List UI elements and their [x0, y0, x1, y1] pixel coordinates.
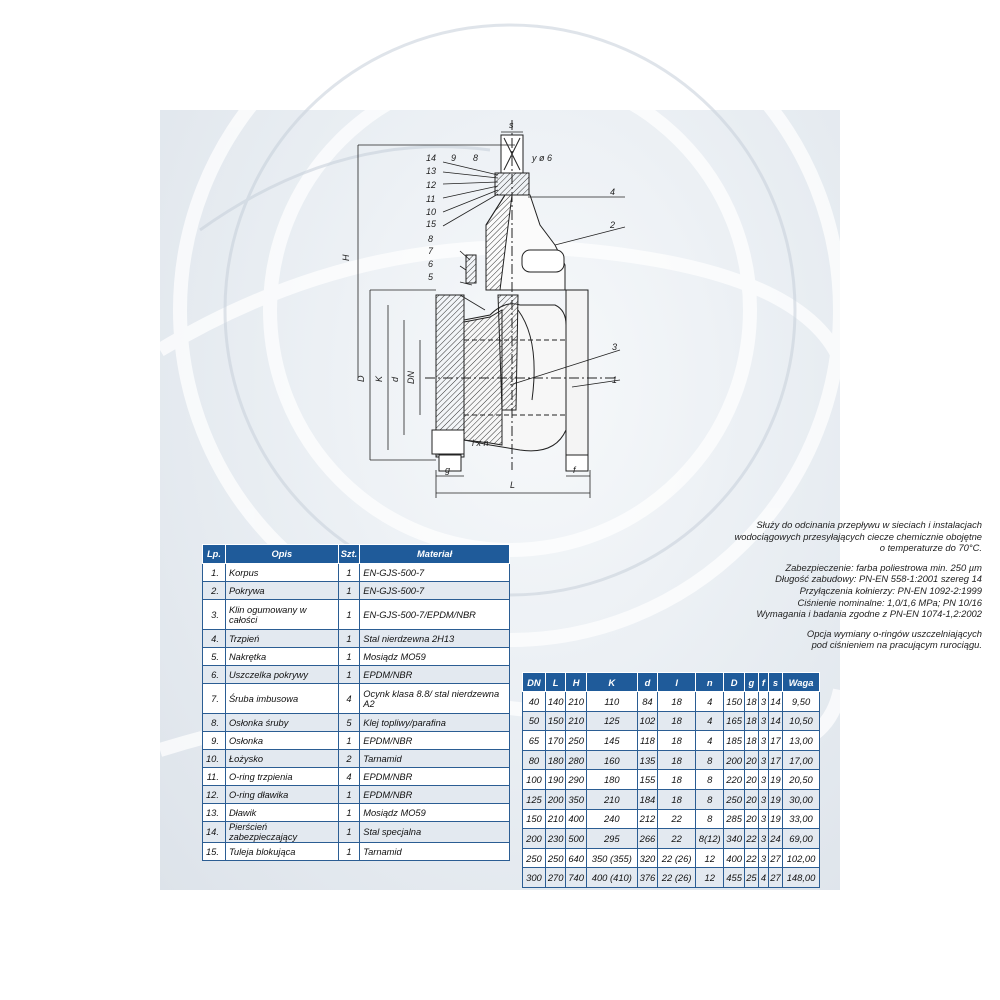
- table-cell: 1.: [203, 564, 226, 582]
- table-row: [203, 732, 510, 750]
- table-row: [523, 868, 820, 888]
- table-row: [203, 786, 510, 804]
- callout-11: 11: [426, 194, 436, 204]
- table-cell: 4: [696, 711, 724, 731]
- usage-line: wodociągowych przesyłających ciecze chemicznie obojętne: [734, 530, 982, 542]
- table-cell: 200: [724, 750, 745, 770]
- table-cell: Osłonka śruby: [225, 714, 338, 732]
- table-row: [523, 789, 820, 809]
- table-cell: 3: [758, 770, 768, 790]
- table-cell: 118: [637, 731, 658, 751]
- table-cell: 20: [744, 809, 758, 829]
- dim-s-label: s: [509, 120, 514, 130]
- table-cell: 18: [658, 731, 696, 751]
- table-cell: 145: [586, 731, 637, 751]
- table-cell: 84: [637, 692, 658, 712]
- table-cell: 640: [566, 848, 587, 868]
- table-cell: EN-GJS-500-7: [360, 564, 510, 582]
- parts-table-body: [203, 564, 510, 861]
- callout-12: 12: [426, 180, 437, 190]
- table-cell: Stal specjalna: [360, 822, 510, 843]
- table-cell: Ocynk klasa 8.8/ stal nierdzewna A2: [360, 684, 510, 714]
- table-row: [523, 711, 820, 731]
- table-cell: 1: [338, 804, 360, 822]
- table-cell: 250: [566, 731, 587, 751]
- table-cell: Śruba imbusowa: [225, 684, 338, 714]
- table-row: [203, 843, 510, 861]
- table-cell: Korpus: [225, 564, 338, 582]
- table-cell: 12.: [203, 786, 226, 804]
- dim-lxn-label: l x n: [472, 438, 489, 448]
- table-cell: 155: [637, 770, 658, 790]
- table-cell: 10.: [203, 750, 226, 768]
- table-cell: 30,00: [783, 789, 820, 809]
- table-cell: 295: [586, 829, 637, 849]
- table-cell: Pierścień zabezpieczający: [225, 822, 338, 843]
- table-cell: 250: [545, 848, 566, 868]
- table-cell: Klej topliwy/parafina: [360, 714, 510, 732]
- table-cell: 13,00: [783, 731, 820, 751]
- table-cell: 14.: [203, 822, 226, 843]
- valve-technical-drawing: [160, 110, 840, 510]
- dim-y-label: y ø 6: [532, 153, 553, 163]
- table-cell: 1: [338, 666, 360, 684]
- table-row: [203, 582, 510, 600]
- table-cell: 25: [744, 868, 758, 888]
- table-cell: 100: [523, 770, 546, 790]
- table-cell: Tuleja blokująca: [225, 843, 338, 861]
- table-cell: 250: [724, 789, 745, 809]
- table-cell: 10,50: [783, 711, 820, 731]
- dims-header-cell: l: [658, 673, 696, 692]
- table-cell: Tarnamid: [360, 843, 510, 861]
- table-cell: 4.: [203, 630, 226, 648]
- callout-3: 3: [612, 342, 618, 352]
- table-cell: 290: [566, 770, 587, 790]
- dims-header-cell: d: [637, 673, 658, 692]
- table-cell: 200: [523, 829, 546, 849]
- option-line: pod ciśnieniem na pracującym rurociągu.: [811, 639, 982, 651]
- table-cell: 184: [637, 789, 658, 809]
- table-cell: 200: [545, 789, 566, 809]
- table-cell: 110: [586, 692, 637, 712]
- catalog-sheet: [160, 110, 982, 890]
- table-cell: 240: [586, 809, 637, 829]
- table-cell: 27: [768, 868, 782, 888]
- table-cell: 185: [724, 731, 745, 751]
- table-cell: 12: [696, 868, 724, 888]
- dims-header-cell: g: [744, 673, 758, 692]
- table-cell: 80: [523, 750, 546, 770]
- table-cell: 170: [545, 731, 566, 751]
- dim-h-label: H: [341, 254, 351, 261]
- table-cell: 3: [758, 692, 768, 712]
- table-cell: 190: [545, 770, 566, 790]
- table-cell: 18: [658, 750, 696, 770]
- table-cell: 400: [566, 809, 587, 829]
- table-cell: 3: [758, 809, 768, 829]
- table-cell: 150: [523, 809, 546, 829]
- table-cell: 1: [338, 564, 360, 582]
- table-cell: 18: [744, 731, 758, 751]
- table-cell: O-ring trzpienia: [225, 768, 338, 786]
- table-row: [523, 750, 820, 770]
- table-cell: 18: [744, 711, 758, 731]
- parts-header-szt: Szt.: [338, 545, 360, 564]
- table-cell: 210: [545, 809, 566, 829]
- table-cell: 1: [338, 600, 360, 630]
- table-cell: 33,00: [783, 809, 820, 829]
- table-cell: 125: [586, 711, 637, 731]
- table-row: [203, 750, 510, 768]
- table-cell: 4: [338, 684, 360, 714]
- table-row: [203, 768, 510, 786]
- spec-line: Zabezpieczenie: farba poliestrowa min. 250 µm: [785, 561, 982, 573]
- dimensions-header-row: [523, 673, 820, 692]
- callout-4: 4: [610, 187, 616, 197]
- table-cell: 22 (26): [658, 868, 696, 888]
- table-cell: 4: [338, 768, 360, 786]
- table-cell: 320: [637, 848, 658, 868]
- table-cell: 27: [768, 848, 782, 868]
- dims-header-cell: L: [545, 673, 566, 692]
- table-cell: EPDM/NBR: [360, 786, 510, 804]
- table-cell: Mosiądz MO59: [360, 648, 510, 666]
- table-row: [203, 666, 510, 684]
- table-cell: 2: [338, 750, 360, 768]
- dims-header-cell: DN: [523, 673, 546, 692]
- table-cell: 50: [523, 711, 546, 731]
- table-cell: Trzpień: [225, 630, 338, 648]
- table-row: [523, 809, 820, 829]
- table-cell: 18: [658, 692, 696, 712]
- spec-line: Ciśnienie nominalne: 1,0/1,6 MPa; PN 10/16: [797, 596, 982, 608]
- table-cell: 8: [696, 809, 724, 829]
- table-cell: 13.: [203, 804, 226, 822]
- table-cell: 250: [523, 848, 546, 868]
- table-cell: 17: [768, 750, 782, 770]
- table-cell: 12: [696, 848, 724, 868]
- table-cell: 6.: [203, 666, 226, 684]
- table-row: [203, 714, 510, 732]
- table-cell: 266: [637, 829, 658, 849]
- table-cell: 15.: [203, 843, 226, 861]
- callout-13: 13: [426, 166, 437, 176]
- dimensions-table: [522, 672, 820, 888]
- table-cell: 1: [338, 822, 360, 843]
- table-cell: 148,00: [783, 868, 820, 888]
- product-description: [660, 519, 982, 651]
- table-cell: 8.: [203, 714, 226, 732]
- table-cell: 102: [637, 711, 658, 731]
- table-cell: EPDM/NBR: [360, 732, 510, 750]
- table-cell: 14: [768, 692, 782, 712]
- table-cell: 150: [545, 711, 566, 731]
- table-cell: 102,00: [783, 848, 820, 868]
- table-cell: 140: [545, 692, 566, 712]
- table-cell: Łożysko: [225, 750, 338, 768]
- dim-l-label: L: [510, 480, 516, 490]
- table-row: [523, 829, 820, 849]
- table-cell: 160: [586, 750, 637, 770]
- table-cell: 19: [768, 809, 782, 829]
- table-cell: 7.: [203, 684, 226, 714]
- table-cell: 400: [724, 848, 745, 868]
- dim-g-label: g: [445, 465, 451, 475]
- table-cell: EPDM/NBR: [360, 768, 510, 786]
- callout-6: 6: [428, 259, 434, 269]
- table-cell: 40: [523, 692, 546, 712]
- table-cell: 1: [338, 786, 360, 804]
- table-cell: EN-GJS-500-7: [360, 582, 510, 600]
- table-cell: 125: [523, 789, 546, 809]
- table-cell: 3: [758, 711, 768, 731]
- dim-dn-label: DN: [406, 371, 416, 384]
- table-cell: 9,50: [783, 692, 820, 712]
- table-cell: 22: [658, 829, 696, 849]
- table-row: [203, 564, 510, 582]
- table-cell: 350 (355): [586, 848, 637, 868]
- table-row: [203, 630, 510, 648]
- table-cell: 8: [696, 789, 724, 809]
- dim-k-label: K: [374, 375, 384, 382]
- table-cell: 18: [658, 770, 696, 790]
- table-cell: 1: [338, 582, 360, 600]
- table-cell: 4: [758, 868, 768, 888]
- table-cell: Stal nierdzewna 2H13: [360, 630, 510, 648]
- table-cell: 65: [523, 731, 546, 751]
- callout-2: 2: [610, 220, 616, 230]
- table-cell: 3: [758, 750, 768, 770]
- dims-header-cell: Waga: [783, 673, 820, 692]
- table-cell: 165: [724, 711, 745, 731]
- table-cell: 3: [758, 731, 768, 751]
- callout-7: 7: [428, 246, 434, 256]
- dims-header-cell: D: [724, 673, 745, 692]
- parts-header-lp: Lp.: [203, 545, 226, 564]
- table-cell: 285: [724, 809, 745, 829]
- table-cell: 455: [724, 868, 745, 888]
- table-cell: 340: [724, 829, 745, 849]
- table-cell: Tarnamid: [360, 750, 510, 768]
- table-cell: 20: [744, 750, 758, 770]
- table-cell: 150: [724, 692, 745, 712]
- table-cell: 19: [768, 770, 782, 790]
- table-cell: 22: [744, 848, 758, 868]
- table-cell: 19: [768, 789, 782, 809]
- usage-line: Służy do odcinania przepływu w sieciach i instalacjach: [756, 519, 982, 530]
- callout-1: 1: [612, 375, 618, 385]
- dims-header-cell: H: [566, 673, 587, 692]
- parts-header-opis: Opis: [225, 545, 338, 564]
- table-cell: 1: [338, 843, 360, 861]
- table-cell: 4: [696, 731, 724, 751]
- table-cell: 69,00: [783, 829, 820, 849]
- table-cell: 180: [545, 750, 566, 770]
- dim-d-label: d: [390, 376, 400, 382]
- table-cell: EN-GJS-500-7/EPDM/NBR: [360, 600, 510, 630]
- table-row: [523, 692, 820, 712]
- dim-f-label: f: [573, 465, 576, 475]
- usage-line: o temperaturze do 70°C.: [879, 542, 982, 554]
- spec-line: Wymagania i badania zgodne z PN-EN 1074-1,2:2002: [756, 608, 982, 620]
- callout-8: 8: [428, 234, 434, 244]
- table-cell: 210: [586, 789, 637, 809]
- table-cell: 17: [768, 731, 782, 751]
- dim-d-outer-label: D: [356, 375, 366, 382]
- callout-14: 14: [426, 153, 437, 163]
- table-cell: Osłonka: [225, 732, 338, 750]
- callout-5: 5: [428, 272, 434, 282]
- table-cell: 5: [338, 714, 360, 732]
- spec-line: Długość zabudowy: PN-EN 558-1:2001 szereg 14: [775, 573, 982, 585]
- table-cell: Dławik: [225, 804, 338, 822]
- table-cell: 500: [566, 829, 587, 849]
- table-row: [203, 804, 510, 822]
- parts-header-material: Materiał: [360, 545, 510, 564]
- dims-header-cell: f: [758, 673, 768, 692]
- table-cell: 3.: [203, 600, 226, 630]
- callout-9: 9: [451, 153, 457, 163]
- table-cell: 740: [566, 868, 587, 888]
- table-cell: 212: [637, 809, 658, 829]
- table-cell: 220: [724, 770, 745, 790]
- table-cell: 11.: [203, 768, 226, 786]
- table-cell: Uszczelka pokrywy: [225, 666, 338, 684]
- table-cell: 9.: [203, 732, 226, 750]
- table-cell: 135: [637, 750, 658, 770]
- table-cell: Mosiądz MO59: [360, 804, 510, 822]
- table-cell: 1: [338, 630, 360, 648]
- table-cell: 2.: [203, 582, 226, 600]
- callout-15: 15: [426, 219, 437, 229]
- table-row: [523, 770, 820, 790]
- table-cell: 8: [696, 750, 724, 770]
- option-line: Opcja wymiany o-ringów uszczelniających: [806, 627, 982, 639]
- callout-10: 10: [426, 207, 437, 217]
- spec-line: Przyłączenia kołnierzy: PN-EN 1092-2:1999: [799, 584, 982, 596]
- table-cell: 18: [658, 711, 696, 731]
- table-cell: O-ring dławika: [225, 786, 338, 804]
- table-cell: 210: [566, 711, 587, 731]
- table-cell: 22: [658, 809, 696, 829]
- table-cell: 8(12): [696, 829, 724, 849]
- table-cell: 180: [586, 770, 637, 790]
- table-cell: Nakrętka: [225, 648, 338, 666]
- table-row: [523, 731, 820, 751]
- table-cell: Pokrywa: [225, 582, 338, 600]
- table-cell: 22 (26): [658, 848, 696, 868]
- table-cell: 20,50: [783, 770, 820, 790]
- table-cell: 3: [758, 829, 768, 849]
- table-cell: 18: [744, 692, 758, 712]
- table-cell: 210: [566, 692, 587, 712]
- table-cell: 300: [523, 868, 546, 888]
- table-row: [203, 600, 510, 630]
- table-cell: 230: [545, 829, 566, 849]
- table-cell: 17,00: [783, 750, 820, 770]
- dims-header-cell: K: [586, 673, 637, 692]
- table-cell: 3: [758, 848, 768, 868]
- table-row: [203, 648, 510, 666]
- dims-header-cell: n: [696, 673, 724, 692]
- table-cell: 5.: [203, 648, 226, 666]
- table-row: [203, 684, 510, 714]
- table-cell: 20: [744, 789, 758, 809]
- table-cell: EPDM/NBR: [360, 666, 510, 684]
- callout-8-top: 8: [473, 153, 479, 163]
- table-cell: 1: [338, 648, 360, 666]
- table-cell: 376: [637, 868, 658, 888]
- table-cell: 4: [696, 692, 724, 712]
- table-cell: 22: [744, 829, 758, 849]
- table-cell: 350: [566, 789, 587, 809]
- table-cell: 280: [566, 750, 587, 770]
- dimensions-table-body: [523, 692, 820, 888]
- table-cell: Klin ogumowany w całości: [225, 600, 338, 630]
- table-row: [203, 822, 510, 843]
- table-cell: 3: [758, 789, 768, 809]
- table-cell: 20: [744, 770, 758, 790]
- table-cell: 1: [338, 732, 360, 750]
- table-cell: 270: [545, 868, 566, 888]
- table-row: [523, 848, 820, 868]
- table-cell: 400 (410): [586, 868, 637, 888]
- table-cell: 24: [768, 829, 782, 849]
- table-cell: 18: [658, 789, 696, 809]
- parts-table: [202, 544, 510, 861]
- table-cell: 8: [696, 770, 724, 790]
- table-cell: 14: [768, 711, 782, 731]
- dims-header-cell: s: [768, 673, 782, 692]
